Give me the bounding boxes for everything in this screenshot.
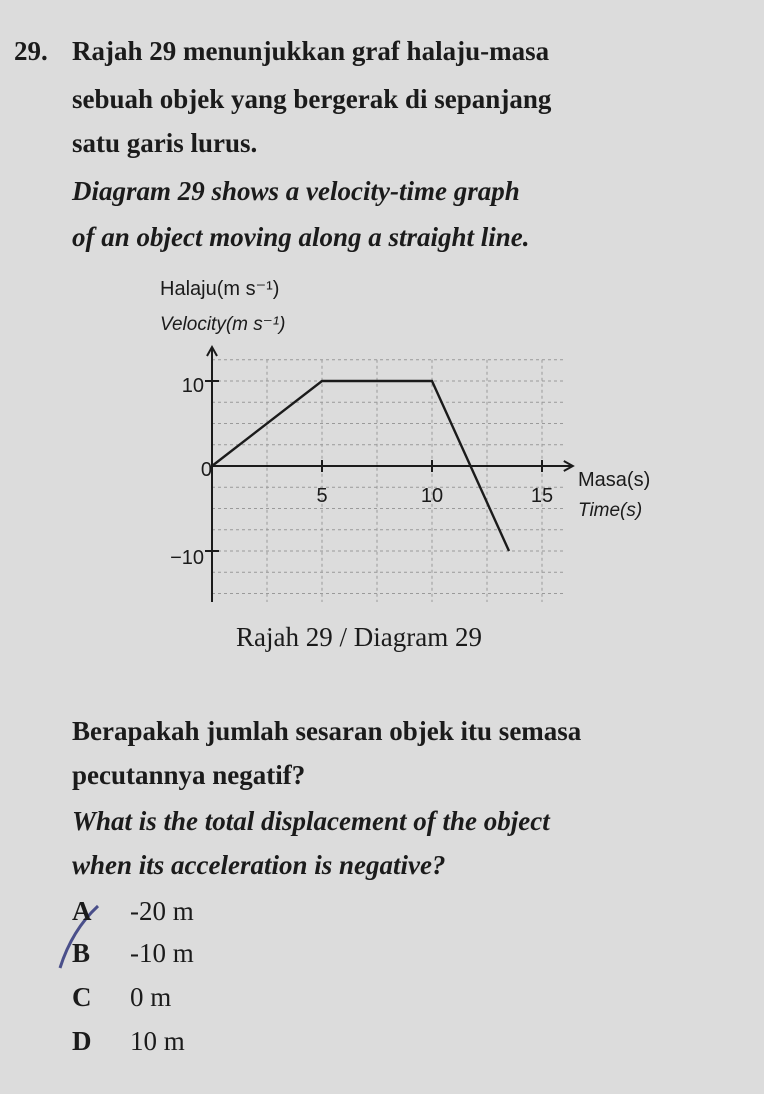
option-b[interactable]: [72, 938, 194, 969]
x-tick-5: 5: [316, 485, 328, 507]
y-tick-neg10: −10: [170, 547, 204, 569]
y-axis-label-en: Velocity(m s⁻¹): [160, 314, 286, 335]
option-b-letter: B: [72, 938, 91, 968]
ask-ms-line-2: pecutannya negatif?: [72, 760, 306, 790]
option-d-letter: D: [72, 1026, 92, 1056]
x-tick-10: 10: [420, 485, 444, 507]
stem-en-line-2: of an object moving along a straight line.: [72, 222, 530, 252]
ask-ms-line-1: Berapakah jumlah sesaran objek itu semasa: [72, 716, 582, 746]
question-number: 29.: [14, 36, 48, 66]
ask-en-line-2: when its acceleration is negative?: [72, 850, 446, 880]
x-axis-label-en: Time(s): [578, 500, 643, 521]
option-c-value: 0 m: [130, 982, 172, 1012]
graph-axes: [205, 347, 573, 602]
graph-grid: [212, 360, 564, 602]
stem-en-line-1: Diagram 29 shows a velocity-time graph: [72, 176, 520, 206]
option-d[interactable]: [72, 1026, 185, 1057]
x-axis-label-ms: Masa(s): [578, 469, 651, 491]
option-b-value: -10 m: [130, 938, 194, 968]
stem-ms-line-2: sebuah objek yang bergerak di sepanjang: [72, 84, 552, 114]
option-d-value: 10 m: [130, 1026, 185, 1056]
stem-ms-line-1: Rajah 29 menunjukkan graf halaju-masa: [72, 36, 550, 66]
y-tick-10: 10: [181, 375, 204, 397]
option-a-value: -20 m: [130, 896, 194, 926]
x-tick-15: 15: [530, 485, 554, 507]
option-a[interactable]: [72, 896, 194, 927]
option-a-letter: A: [72, 896, 92, 926]
y-tick-0: 0: [200, 459, 212, 481]
ask-en-line-1: What is the total displacement of the object: [72, 806, 550, 836]
diagram-caption: Rajah 29 / Diagram 29: [236, 622, 482, 652]
option-c-letter: C: [72, 982, 92, 1012]
y-axis-label-ms: Halaju(m s⁻¹): [160, 278, 280, 300]
stem-ms-line-3: satu garis lurus.: [72, 128, 258, 158]
option-c[interactable]: [72, 982, 172, 1013]
